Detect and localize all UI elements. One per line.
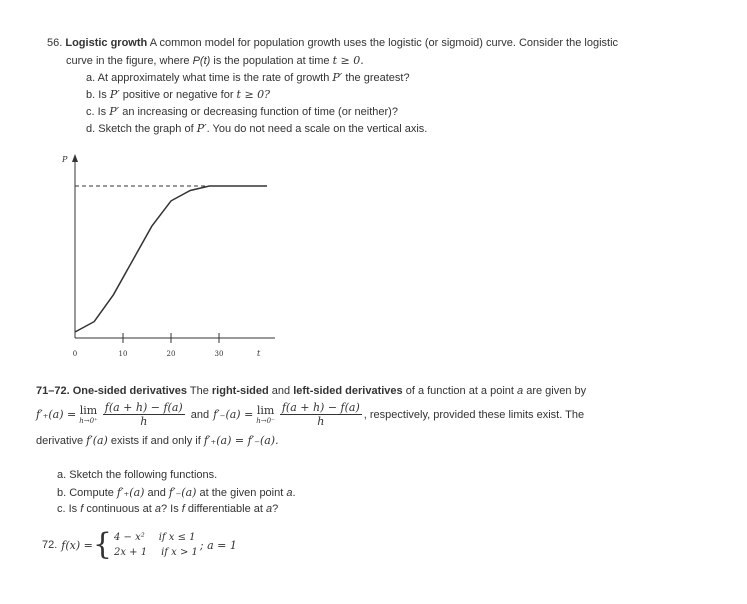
problem-72: 72. f(x) = { 4 − x² if x ≤ 1 2x + 1 if x > 1 ; a = 1 [42,527,237,562]
logistic-graph [55,150,285,365]
one-sided-derivative-definitions: f′₊(a) = lim h→0⁺ $\frac{f(a + h) - f(a)}{h}$ and f′₋(a) = lim h→0⁻ $\frac{f(a + h) - f(a)}{h}$ , respectively, provided these limits exist. The [36,401,585,428]
y-axis-arrow [72,154,78,162]
problem-title: Logistic growth [65,37,148,49]
logistic-curve [75,186,267,332]
part-a-71: a. Sketch the following functions. [57,469,218,481]
piecewise-brace: { [92,527,112,562]
part-c-71: c. Is f continuous at a? Is f differentiable at a? [57,503,279,515]
problem-56-intro-line2: curve in the figure, where P(t) is the population at time t ≥ 0. [66,54,364,67]
x-axis-label: t [257,349,261,358]
x-tick-label-30: 30 [214,350,224,358]
x-tick-label-20: 20 [166,350,176,358]
piecewise-cases: 4 − x² if x ≤ 1 2x + 1 if x > 1 [113,532,198,558]
x-tick-label-0: 0 [72,350,78,358]
part-c: c. Is P′ an increasing or decreasing function of time (or neither)? [86,105,398,118]
y-axis-label: P [62,155,68,164]
part-d: d. Sketch the graph of P′. You do not need a scale on the vertical axis. [86,122,428,135]
x-tick-label-10: 10 [118,350,128,358]
problem-71-header: 71–72. One-sided derivatives The right-sided and left-sided derivatives of a function at a point a are given by [36,385,587,397]
part-b-71: b. Compute f′₊(a) and f′₋(a) at the given point a. [57,486,296,499]
problem-71-heading: 71–72. One-sided derivatives [36,385,188,397]
problem-72-number: 72. [42,539,58,551]
part-b: b. Is P′ positive or negative for t ≥ 0? [86,88,271,101]
derivative-condition: derivative f′(a) exists if and only if f′₊(a) = f′₋(a). [36,434,279,447]
part-a: a. At approximately what time is the rate of growth P′ the greatest? [86,71,410,84]
problem-56-intro: 56. Logistic growth A common model for population growth uses the logistic (or sigmoid) curve. Consider the logistic [47,37,619,49]
problem-number: 56. [47,37,63,49]
